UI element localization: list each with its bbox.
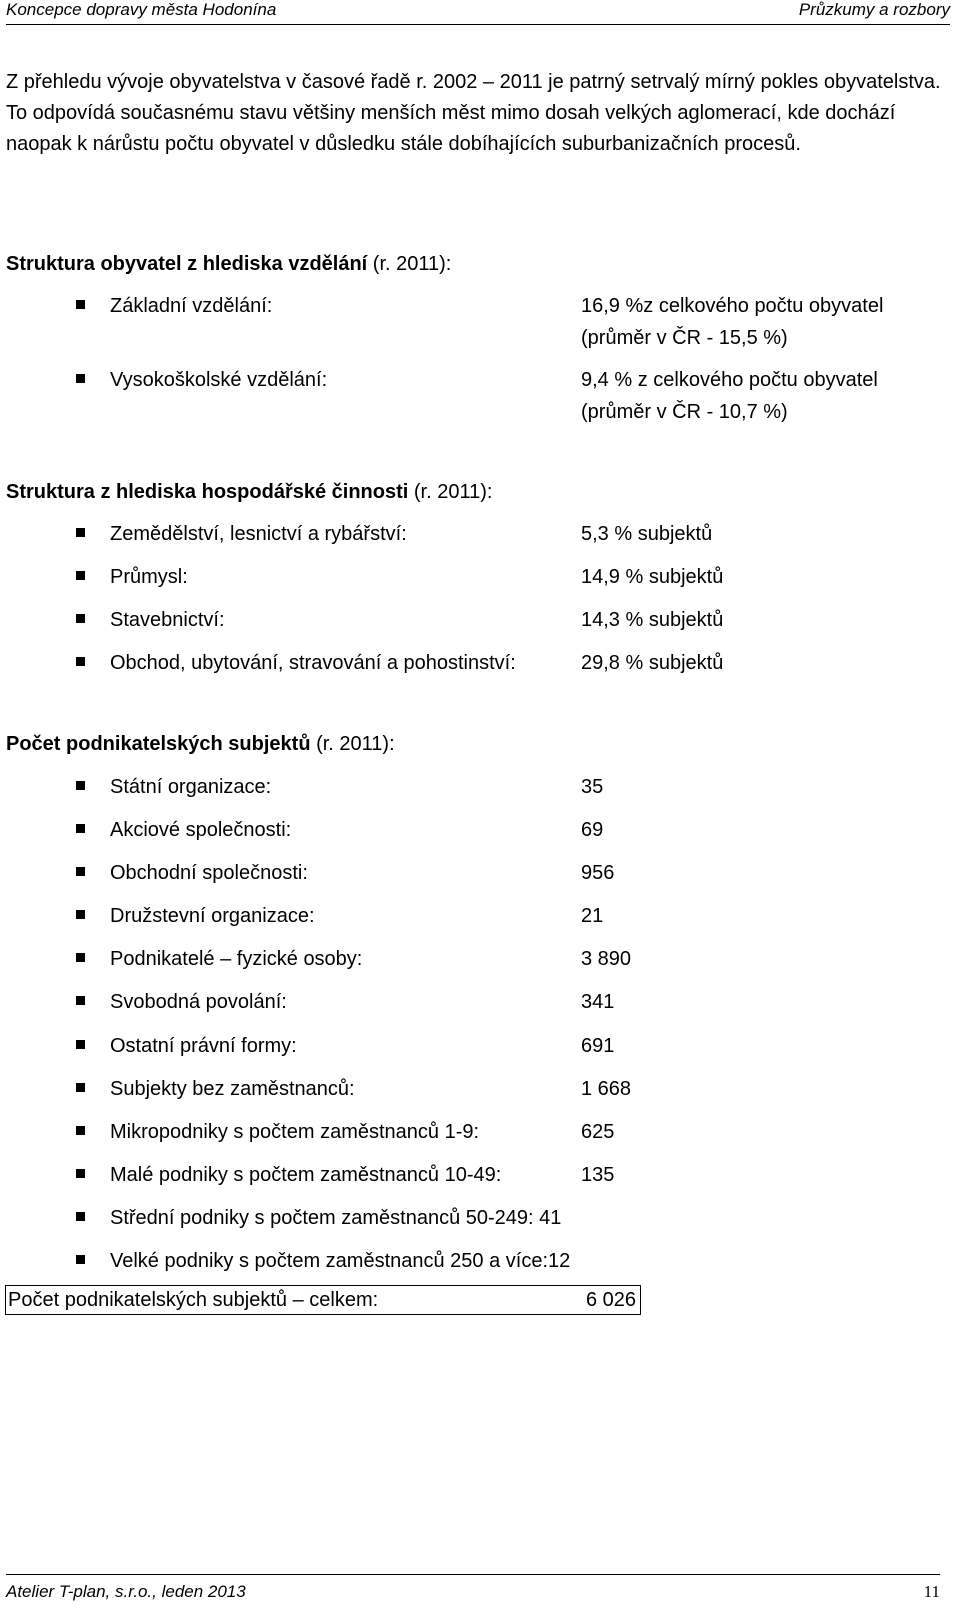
item-label: Obchodní společnosti: [110,862,308,884]
item-label: Svobodná povolání: [110,991,287,1013]
bullet-icon [76,1212,85,1221]
item-label: Subjekty bez zaměstnanců: [110,1078,355,1100]
item-value: 956 [581,862,615,884]
item-value: 625 [581,1121,615,1143]
list-item [0,294,960,349]
list-item [0,1163,960,1187]
intro-paragraph: Z přehledu vývoje obyvatelstva v časové řadě r. 2002 – 2011 je patrný setrvalý mírný pokles obyvatelstva. To odpovídá současnému stavu většiny menších měst mimo dosah velkých aglomerací, kde dochází naopak k nárůstu počtu obyvatel v důsledku stále dobíhajících suburbanizačních procesů. [6,71,941,155]
bullet-icon [76,1255,85,1264]
total-value: 6 026 [586,1289,637,1311]
item-value: 691 [581,1035,615,1057]
bullet-icon [76,910,85,919]
economy-heading [6,480,492,504]
item-label: Velké podniky s počtem zaměstnanců 250 a více:12 [110,1250,571,1272]
bullet-icon [76,300,85,309]
bullet-icon [76,657,85,666]
footer-company: Atelier T-plan, s.r.o., leden 2013 [6,1582,246,1601]
bullet-icon [76,1126,85,1135]
item-label: Obchod, ubytování, stravování a pohostinství: [110,652,516,674]
list-item [0,1206,960,1230]
bullet-icon [76,528,85,537]
list-item [0,904,960,928]
item-label: Akciové společnosti: [110,819,292,841]
item-label: Státní organizace: [110,776,272,798]
bullet-icon [76,374,85,383]
bullet-icon [76,571,85,580]
list-item [0,651,960,675]
item-label: Základní vzdělání: [110,295,273,317]
page-footer [6,1574,940,1605]
entities-heading-suffix: (r. 2011): [310,733,395,755]
list-item [0,990,960,1014]
item-label: Průmysl: [110,566,188,588]
item-label: Družstevní organizace: [110,905,315,927]
bullet-icon [76,1169,85,1178]
total-label: Počet podnikatelských subjektů – celkem: [8,1289,379,1311]
item-value: 341 [581,991,615,1013]
item-label: Zemědělství, lesnictví a rybářství: [110,523,407,545]
total-row [5,1285,641,1315]
bullet-icon [76,1083,85,1092]
entities-heading [6,732,395,756]
bullet-icon [76,824,85,833]
item-note: (průměr v ČR - 10,7 %) [581,401,788,423]
list-item [0,1077,960,1101]
list-item [0,522,960,546]
economy-heading-bold: Struktura z hlediska hospodářské činnosti [6,481,409,503]
item-note: (průměr v ČR - 15,5 %) [581,327,788,349]
bullet-icon [76,953,85,962]
document-title: Koncepce dopravy města Hodonína [6,0,277,19]
item-label: Ostatní právní formy: [110,1035,297,1057]
list-item [0,818,960,842]
list-item [0,368,960,423]
item-label: Mikropodniky s počtem zaměstnanců 1-9: [110,1121,480,1143]
bullet-icon [76,996,85,1005]
item-value: 135 [581,1164,615,1186]
item-label: Stavebnictví: [110,609,225,631]
page-header [6,0,950,25]
item-value: 35 [581,776,604,798]
list-item [0,1034,960,1058]
item-value: 5,3 % subjektů [581,523,713,545]
page-number: 11 [923,1582,940,1601]
education-heading [6,252,451,276]
item-value: 3 890 [581,948,632,970]
bullet-icon [76,1040,85,1049]
education-heading-suffix: (r. 2011): [367,253,452,275]
list-item [0,565,960,589]
item-value: 9,4 % z celkového počtu obyvatel [581,369,878,391]
bullet-icon [76,781,85,790]
item-value: 69 [581,819,604,841]
item-value: 1 668 [581,1078,632,1100]
bullet-icon [76,867,85,876]
item-value: 29,8 % subjektů [581,652,724,674]
item-label: Podnikatelé – fyzické osoby: [110,948,363,970]
economy-heading-suffix: (r. 2011): [408,481,493,503]
item-value: 14,9 % subjektů [581,566,724,588]
item-label: Vysokoškolské vzdělání: [110,369,328,391]
list-item [0,1120,960,1144]
list-item [0,608,960,632]
list-item [0,861,960,885]
list-item [0,775,960,799]
item-value: 14,3 % subjektů [581,609,724,631]
item-value: 16,9 %z celkového počtu obyvatel [581,295,884,317]
item-label: Malé podniky s počtem zaměstnanců 10-49: [110,1164,502,1186]
section-title: Průzkumy a rozbory [798,0,950,19]
list-item [0,1249,960,1273]
bullet-icon [76,614,85,623]
entities-heading-bold: Počet podnikatelských subjektů [6,733,311,755]
item-label: Střední podniky s počtem zaměstnanců 50-249: 41 [110,1207,562,1229]
item-value: 21 [581,905,604,927]
education-heading-bold: Struktura obyvatel z hlediska vzdělání [6,253,368,275]
list-item [0,947,960,971]
